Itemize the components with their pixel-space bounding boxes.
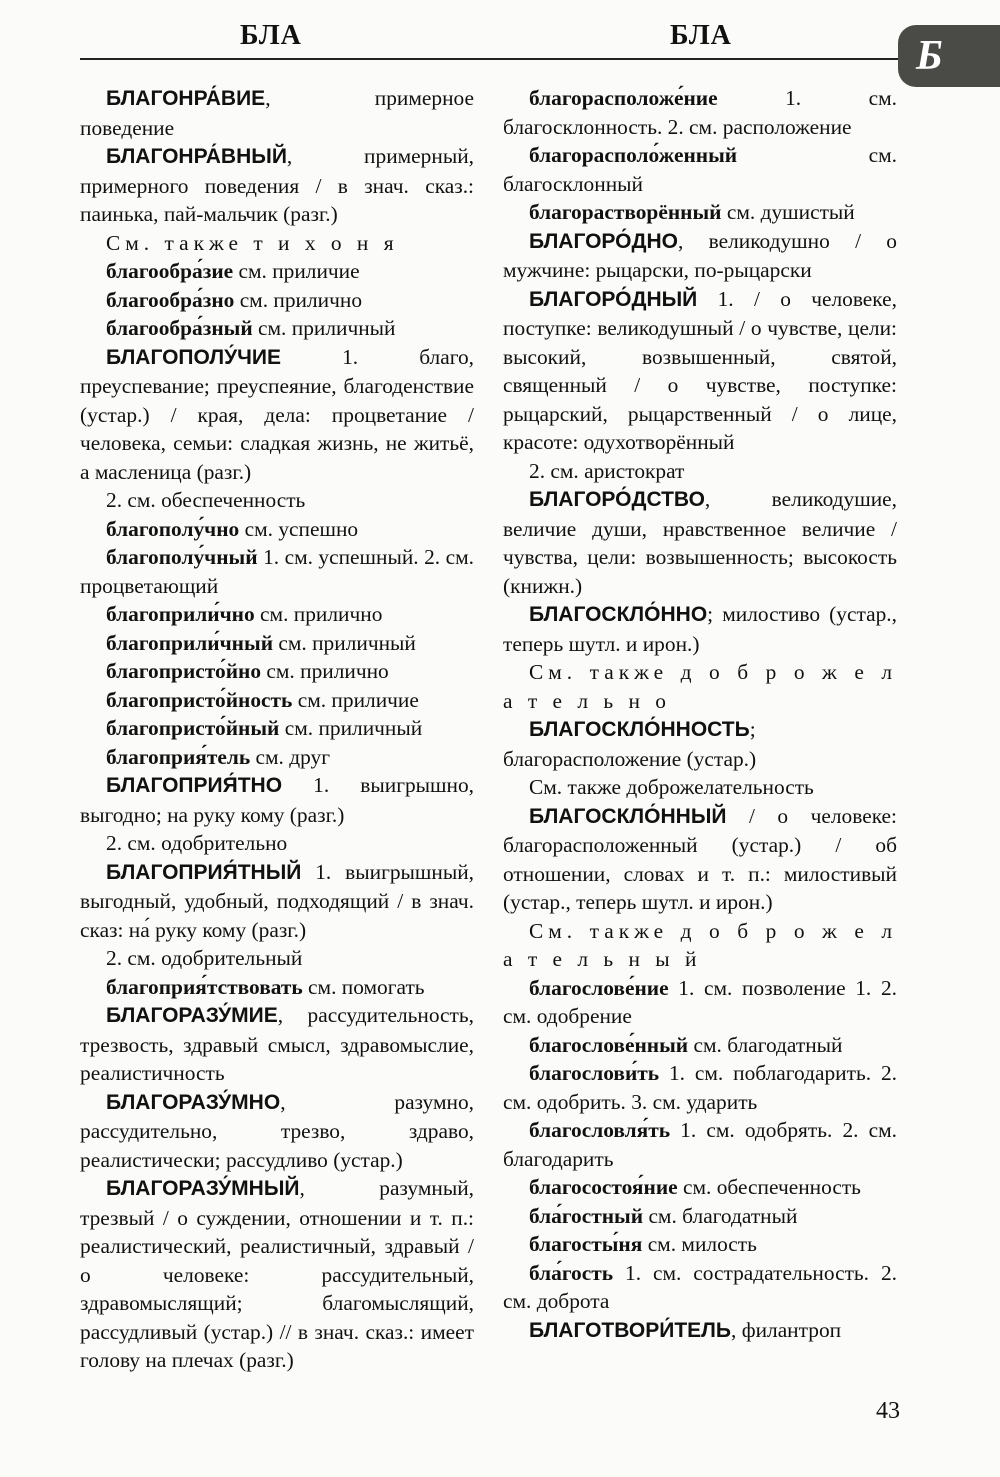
dictionary-entry (80, 743, 474, 772)
entry-headword: БЛАГОРАЗУ́МНЫЙ (106, 1177, 300, 1200)
dictionary-entry (503, 1059, 897, 1116)
entry-definition: 2. см. одобрительно (106, 831, 288, 855)
dictionary-entry (80, 343, 474, 487)
entry-definition: см. милость (642, 1232, 757, 1256)
entry-definition: См. также д о б р о ж е л а т е л ь н о (503, 660, 897, 713)
entry-definition: 1. см. благосклонность. 2. см. расположение (503, 86, 897, 139)
entry-definition: см. благодатный (688, 1032, 843, 1057)
entry-headword: БЛАГОРАЗУ́МИЕ (106, 1004, 278, 1027)
entry-headword: бла́гостный (529, 1203, 644, 1228)
letter-tab (898, 25, 1000, 87)
entry-definition: См. также т и х о н я (106, 230, 399, 255)
dictionary-entry (80, 1174, 474, 1375)
dictionary-entry (80, 84, 474, 142)
entry-definition: 1. см. сострадательность. 2. см. доброта (503, 1260, 897, 1313)
dictionary-entry (80, 1001, 474, 1088)
entry-headword: БЛАГОРО́ДНО (529, 229, 678, 253)
letter-tab-label: Б (916, 33, 943, 79)
dictionary-entry (503, 1259, 897, 1316)
entry-headword: благорастворённый (529, 200, 722, 224)
entry-headword: БЛАГОРО́ДНЫЙ (529, 287, 698, 311)
entry-definition: 1. см. одобрять. 2. см. благодарить (503, 1118, 897, 1171)
entry-headword: благослови́ть (529, 1061, 660, 1085)
dictionary-entry (80, 543, 474, 600)
running-head-right: БЛА (670, 20, 732, 51)
entry-definition: 2. см. аристократ (529, 458, 685, 483)
dictionary-entry (503, 1316, 897, 1346)
entry-definition: , рассудительность, трезвость, здравый смысл, здравомыслие, реалистичность (80, 1003, 474, 1085)
right-column (503, 84, 897, 1345)
dictionary-entry (503, 1202, 897, 1231)
entry-definition: см. приличие (233, 259, 360, 283)
dictionary-entry (80, 142, 474, 229)
entry-definition: 1. / о человеке, поступке: великодушный / о чувстве, цели: высокий, возвышенный, святой, священный / о чувстве, поступке: рыцарский, рыцарственный / о лице, красоте: одухотворённый (503, 286, 897, 454)
entry-definition: , примерный, примерного поведения / в знач. сказ.: паинька, пай-мальчик (разг.) (80, 144, 474, 226)
entry-definition: См. также доброжелательность (529, 775, 814, 799)
entry-definition: 1. выигрышный, выгодный, удобный, подходящий / в знач. сказ: на́ руку кому (разг.) (80, 859, 474, 942)
dictionary-entry (503, 917, 897, 974)
entry-headword: благословля́ть (529, 1118, 671, 1142)
entry-definition: см. приличный (273, 630, 416, 655)
entry-headword: благополу́чно (106, 516, 240, 541)
entry-definition: см. приличный (252, 316, 396, 340)
entry-headword: благопристо́йность (106, 687, 293, 712)
dictionary-entry (80, 286, 474, 315)
entry-definition: 1. см. успешный. 2. см. процветающий (80, 545, 474, 598)
dictionary-entry (503, 802, 897, 917)
entry-headword: благоприя́тель (106, 744, 251, 769)
dictionary-entry (80, 858, 474, 945)
dictionary-entry (503, 84, 897, 141)
dictionary-entry (503, 1230, 897, 1259)
dictionary-entry (503, 715, 897, 773)
dictionary-entry (503, 227, 897, 285)
page-number: 43 (876, 1398, 900, 1424)
entry-definition: 2. см. одобрительный (106, 946, 303, 970)
entry-definition: см. прилично (261, 659, 389, 683)
dictionary-entry (503, 1173, 897, 1202)
entry-headword: БЛАГОТВОРИ́ТЕЛЬ (529, 1318, 732, 1342)
dictionary-entry (80, 515, 474, 544)
entry-headword: благообра́зный (106, 316, 253, 340)
entry-headword: благопристо́йный (106, 716, 280, 740)
entry-headword: благообра́зие (106, 259, 234, 283)
entry-definition: 1. см. позволение 1. 2. см. одобрение (503, 975, 897, 1028)
entry-definition: ; благорасположение (устар.) (503, 717, 757, 771)
entry-definition: , примерное поведение (80, 86, 474, 140)
entry-definition: см. душистый (721, 200, 855, 224)
entry-headword: БЛАГОПОЛУ́ЧИЕ (106, 345, 281, 369)
entry-headword: благорасполо́женный (529, 143, 738, 167)
dictionary-entry (503, 198, 897, 227)
dictionary-entry (80, 973, 474, 1002)
dictionary-entry (80, 686, 474, 715)
entry-definition: см. прилично (254, 602, 383, 626)
dictionary-entry (503, 600, 897, 658)
entry-definition: см. успешно (239, 516, 359, 541)
entry-definition: см. друг (250, 744, 331, 769)
entry-definition: 1. благо, преуспевание; преуспеяние, благоденствие (устар.) / края, дела: процветание / человека, семьи: сладкая жизнь, не житьё, а масленица (разг.) (80, 344, 474, 484)
dictionary-entry (80, 629, 474, 658)
entry-definition: , разумно, рассудительно, трезво, здраво, реалистически; рассудливо (устар.) (80, 1089, 474, 1172)
entry-definition: см. приличие (292, 687, 419, 712)
entry-definition: 2. см. обеспеченность (106, 488, 306, 512)
dictionary-entry (80, 229, 474, 258)
entry-headword: благорасположе́ние (529, 86, 718, 110)
dictionary-entry (80, 829, 474, 858)
entry-headword: благослове́нный (529, 1032, 689, 1057)
entry-headword: БЛАГОРАЗУ́МНО (106, 1090, 281, 1114)
entry-headword: благополу́чный (106, 545, 258, 569)
dictionary-entry (503, 773, 897, 802)
entry-headword: благослове́ние (529, 975, 669, 1000)
dictionary-entry (503, 141, 897, 198)
entry-headword: благосостоя́ние (529, 1175, 678, 1199)
dictionary-entry (80, 486, 474, 515)
entry-headword: благоприли́чный (106, 630, 274, 655)
dictionary-entry (80, 771, 474, 829)
dictionary-entry (503, 457, 897, 486)
entry-definition: 1. см. поблагодарить. 2. см. одобрить. 3. см. ударить (503, 1061, 897, 1114)
dictionary-entry (80, 257, 474, 286)
entry-definition: см. благосклонный (503, 143, 897, 196)
dictionary-entry (503, 485, 897, 600)
dictionary-entry (80, 600, 474, 629)
entry-headword: БЛАГОРО́ДСТВО (529, 488, 705, 511)
entry-definition: см. приличный (279, 716, 423, 740)
entry-definition: см. прилично (234, 287, 363, 312)
entry-headword: благосты́ня (529, 1232, 643, 1256)
entry-headword: благоприли́чно (106, 602, 255, 626)
dictionary-entry (80, 314, 474, 343)
dictionary-entry (80, 944, 474, 973)
left-column (80, 84, 474, 1375)
dictionary-entry (80, 657, 474, 686)
dictionary-entry (503, 1116, 897, 1173)
entry-headword: благопристо́йно (106, 659, 262, 683)
entry-definition: см. благодатный (643, 1203, 798, 1228)
running-head-left: БЛА (240, 20, 302, 51)
entry-headword: БЛАГОПРИЯ́ТНО (106, 774, 283, 797)
entry-headword: БЛАГОСКЛО́ННО (529, 603, 708, 626)
entry-definition: , разумный, трезвый / о суждении, отношении и т. п.: реалистический, реалистичный, здравый / о человеке: рассудительный, здравомыслящий; благомыслящий, рассудливый (устар.) // в знач. сказ.: имеет голову на плечах (разг.) (80, 1176, 474, 1372)
entry-definition: см. обеспеченность (677, 1175, 861, 1199)
entry-headword: благообра́зно (106, 287, 235, 312)
entry-definition: , великодушно / о мужчине: рыцарски, по-рыцарски (503, 228, 897, 282)
entry-definition: ; милостиво (устар., теперь шутл. и ирон.) (503, 602, 897, 656)
dictionary-entry (503, 285, 897, 457)
entry-definition: См. также д о б р о ж е л а т е л ь н ы й (503, 918, 897, 971)
entry-headword: благоприя́тствовать (106, 974, 303, 999)
entry-headword: бла́гость (529, 1260, 614, 1285)
dictionary-entry (503, 974, 897, 1031)
entry-headword: БЛАГОНРА́ВИЕ (106, 87, 266, 110)
dictionary-entry (80, 1088, 474, 1175)
entry-headword: БЛАГОСКЛО́ННОСТЬ (529, 718, 750, 741)
entry-definition: 1. выигрышно, выгодно; на руку кому (разг.) (80, 773, 474, 827)
entry-definition: , великодушие, величие души, нравственное величие / чувства, цели: возвышенность; высокость (книжн.) (503, 487, 897, 598)
entry-headword: БЛАГОСКЛО́ННЫЙ (529, 804, 727, 828)
dictionary-entry (503, 1031, 897, 1060)
entry-headword: БЛАГОПРИЯ́ТНЫЙ (106, 860, 302, 884)
entry-definition: см. помогать (302, 974, 425, 999)
entry-definition: , филантроп (731, 1317, 842, 1342)
entry-definition: / о человеке: благорасположенный (устар.) / об отношении, словах и т. п.: милостивый (устар., теперь шутл. и ирон.) (503, 803, 897, 914)
entry-headword: БЛАГОНРА́ВНЫЙ (106, 145, 287, 168)
dictionary-entry (503, 658, 897, 715)
header-rule (80, 58, 910, 60)
dictionary-entry (80, 714, 474, 743)
